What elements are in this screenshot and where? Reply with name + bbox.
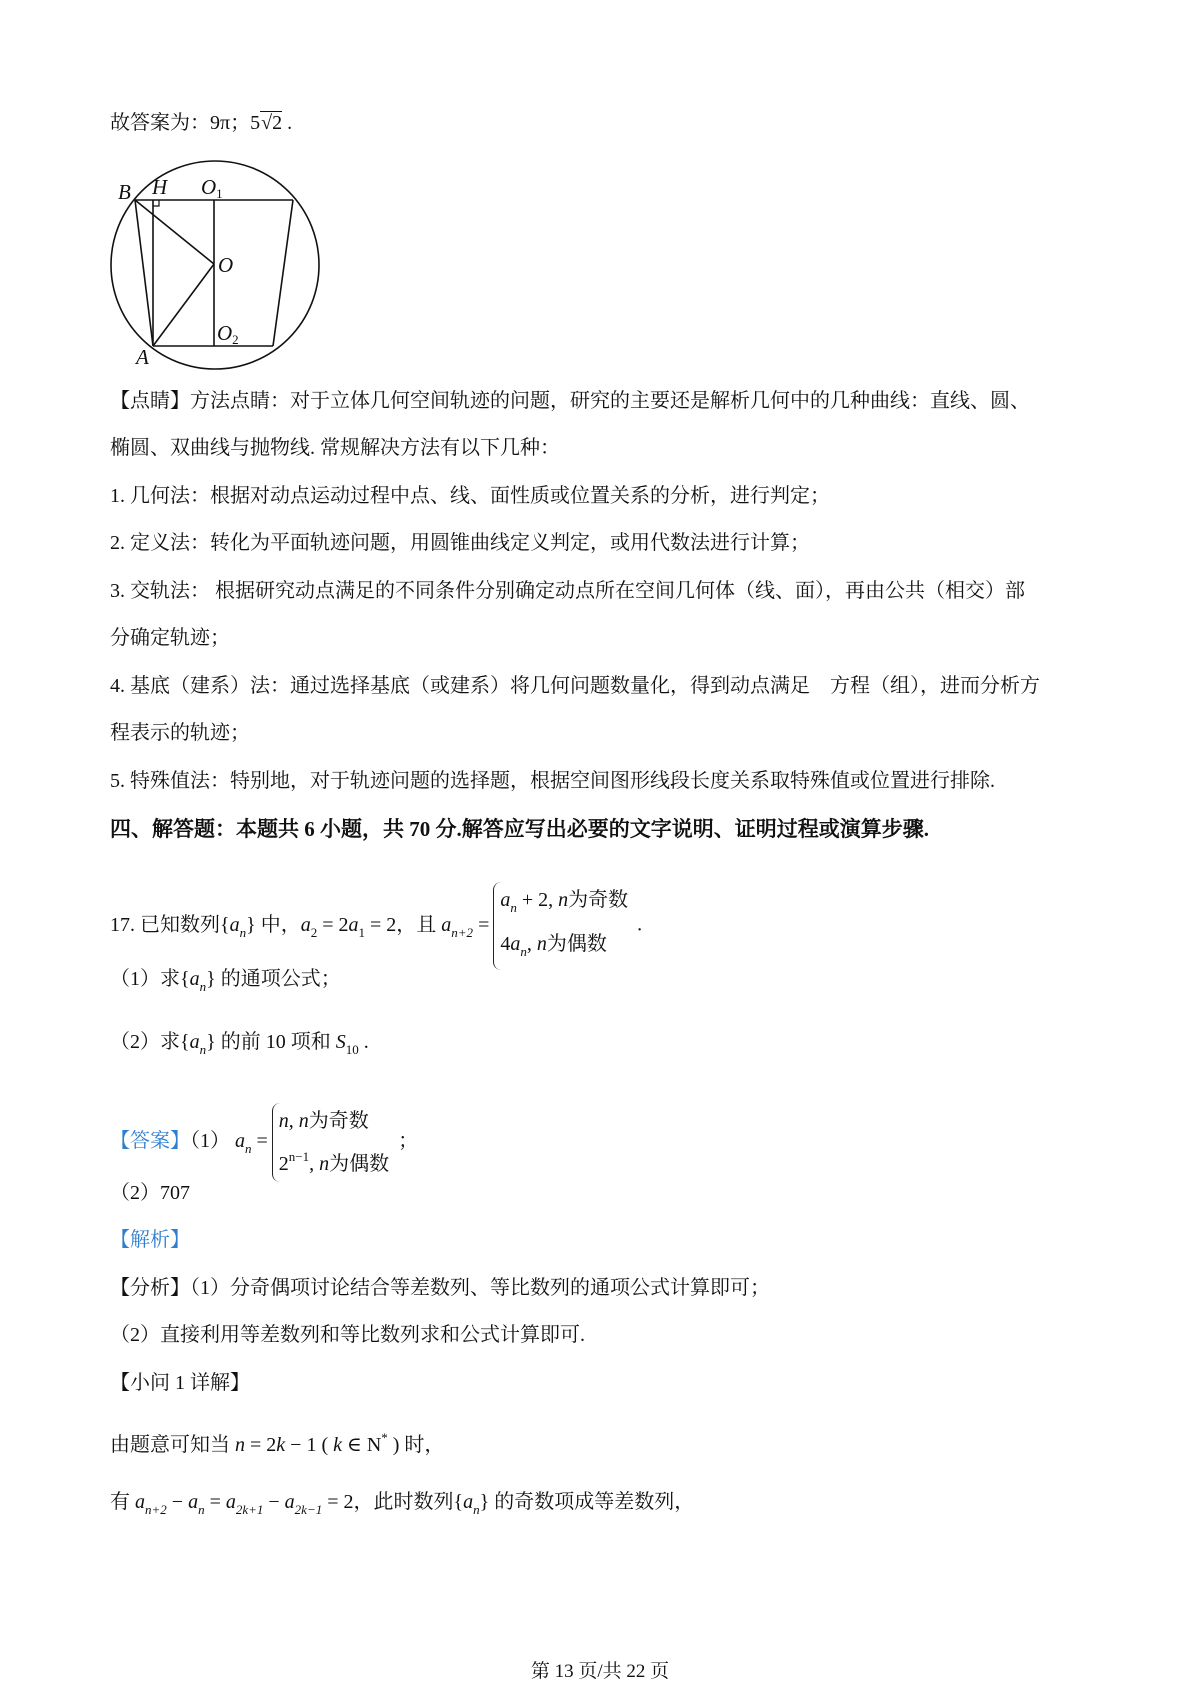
solution-line [110,1487,694,1525]
text-segment: a [235,1130,245,1153]
text-segment: a [348,913,359,936]
text-segment: a [441,913,452,936]
text-segment: 17. 已知数列{ [110,913,230,936]
piecewise-answer [272,1103,389,1182]
text-segment: 分确定轨迹； [110,627,230,649]
question-17-stem [110,913,490,940]
text-segment: = [251,1130,268,1153]
text-segment: n [473,1502,480,1517]
text-segment: 【解析】 [110,1229,190,1251]
segment-BA [135,200,153,346]
text-segment: a [229,913,240,936]
text-segment: 4 [500,933,511,955]
text-segment: n+2 [145,1502,167,1517]
dianjing-label [110,386,1030,416]
text-segment: n [520,944,527,959]
text-segment: 为奇数 [568,889,629,911]
right-angle-mark [153,200,159,206]
text-segment: 有 [110,1491,135,1513]
text-segment: = 2，此时数列{ [322,1491,464,1513]
fenxi-line-2 [110,1320,585,1350]
answer-part-1 [110,1103,418,1182]
text-segment: , [526,933,537,955]
text-segment: = 2 [245,1434,277,1456]
text-segment: n [278,1110,289,1132]
text-segment: 2k+1 [235,1502,264,1517]
text-segment: 2. 定义法：转化为平面轨迹问题，用圆锥曲线定义判定，或用代数法进行计算； [110,532,810,554]
jiexi-label [110,1225,190,1255]
text-segment: 为奇数 [308,1110,369,1132]
text-line [110,718,250,748]
label-O1: O1 [201,175,223,201]
text-segment: . [358,1031,369,1053]
text-segment: a [463,1491,474,1513]
text-segment: n [245,1141,252,1157]
text-segment: , [309,1153,320,1175]
text-segment: } 的通项公式； [206,968,341,990]
label-H: H [152,175,168,199]
text-segment: a [189,1031,200,1053]
text-segment: − [166,1491,189,1513]
text-segment: 2 [310,924,318,940]
text-segment: − [263,1491,285,1513]
text-segment: n [199,979,207,994]
label-O: O [218,253,234,277]
text-segment: , [288,1110,299,1132]
case-odd [500,882,628,926]
question-part-2 [110,1027,369,1065]
method-1 [110,481,830,511]
right-side [273,200,293,346]
text-segment: . [632,913,643,936]
question-part-1 [110,964,341,1002]
text-line [110,433,560,463]
text-segment: a [500,889,511,911]
text-segment: = 2 [317,913,349,936]
text-segment: n+2 [451,924,474,940]
text-segment: n [558,889,569,911]
method-5 [110,766,995,796]
text-segment: n [319,1153,330,1175]
method-3 [110,576,1025,606]
text-segment: √2 [261,112,283,134]
subquestion-1-heading [110,1368,250,1398]
text-segment: 【答案】 [110,1130,190,1153]
text-segment: S [335,1031,346,1053]
solution-line [110,1423,444,1460]
text-segment: 为偶数 [546,933,607,955]
method-4 [110,671,1040,701]
text-segment: − 1 ( [285,1434,334,1456]
text-segment: = [204,1491,226,1513]
text-segment: a [300,913,311,936]
text-segment: n [510,900,517,915]
text-segment: 2 [278,1153,289,1175]
text-segment: 【小问 1 详解】 [110,1372,250,1394]
answer-end [393,1130,418,1152]
text-segment: n [199,1042,207,1057]
text-segment: 由题意可知当 [110,1434,235,1456]
text-segment: 4. 基底（建系）法：通过选择基底（或建系）将几何问题数量化，得到动点满足 方程（组），进而分析方 [110,675,1040,697]
text-line [110,623,230,653]
text-segment: a [189,968,200,990]
text-segment: 为偶数 [329,1153,390,1175]
segment-OA [153,264,214,346]
text-segment: （1）求{ [110,968,190,990]
text-segment: 1. 几何法：根据对动点运动过程中点、线、面性质或位置关系的分析，进行判定； [110,485,830,507]
text-segment: = 2，且 [365,913,442,936]
text-segment: n [298,1110,309,1132]
text-segment: （2）求{ [110,1031,190,1053]
text-segment: + 2, [516,889,559,911]
text-segment: } 的前 10 项和 [206,1031,336,1053]
text-segment: 程表示的轨迹； [110,722,250,744]
text-segment: 3. 交轨法： 根据研究动点满足的不同条件分别确定动点所在空间几何体（线、面），再由公共（相交）部 [110,580,1025,602]
segment-BO [135,200,214,264]
text-segment: 四、解答题：本题共 6 小题，共 70 分.解答应写出必要的文字说明、证明过程或演算步骤. [110,817,929,841]
text-segment: （1） [190,1130,235,1153]
text-segment: n−1 [288,1149,310,1164]
geometry-diagram [100,150,330,380]
text-segment: n [198,1502,205,1517]
text-segment: . [282,112,293,134]
text-segment: （2）707 [110,1182,190,1204]
text-segment: a [510,933,521,955]
label-A: A [136,345,149,369]
text-segment: ； [393,1130,419,1153]
case-odd [279,1103,389,1139]
text-segment: 【点睛】方法点睛：对于立体几何空间轨迹的问题，研究的主要还是解析几何中的几种曲线：直线、圆、 [110,390,1030,412]
text-segment: 10 [345,1042,359,1057]
text-segment: ) 时， [387,1434,445,1456]
text-segment: * [381,1430,388,1445]
method-2 [110,528,810,558]
text-segment: （2）直接利用等差数列和等比数列求和公式计算即可. [110,1324,585,1346]
text-segment: n [239,924,247,940]
page-footer: 第 13 页/共 22 页 [530,1661,670,1682]
label-B: B [118,180,131,204]
answer-part2 [110,1178,190,1208]
answer-line [110,108,292,138]
text-segment: 2k−1 [294,1502,323,1517]
answer-label [110,1130,268,1157]
section-heading [110,814,929,845]
label-O2: O2 [217,321,239,347]
text-segment: ∈ N [342,1434,382,1456]
piecewise-recurrence [493,882,628,970]
text-segment: 5. 特殊值法：特别地，对于轨迹问题的选择题，根据空间图形线段长度关系取特殊值或位置进行排除. [110,770,995,792]
text-segment: 1 [358,924,365,940]
text-segment: n [536,933,547,955]
text-segment: a [284,1491,295,1513]
text-segment: 椭圆、双曲线与抛物线. 常规解决方法有以下几种： [110,437,560,459]
text-segment: a [188,1491,199,1513]
text-segment: } 中， [246,913,301,936]
text-segment: = [473,913,490,936]
text-segment: a [135,1491,145,1513]
question-17 [110,882,642,970]
text-segment: k [333,1434,343,1456]
question-17-end [632,914,642,936]
text-segment: } 的奇数项成等差数列， [479,1491,695,1513]
case-even [279,1139,389,1182]
text-segment: 【分析】（1）分奇偶项讨论结合等差数列、等比数列的通项公式计算即可； [110,1277,770,1299]
text-segment: n [235,1434,245,1456]
text-segment: 故答案为：9π；5 [110,112,261,134]
case-even [500,926,628,970]
text-segment: a [225,1491,236,1513]
fenxi-line [110,1273,770,1303]
text-segment: k [276,1434,286,1456]
